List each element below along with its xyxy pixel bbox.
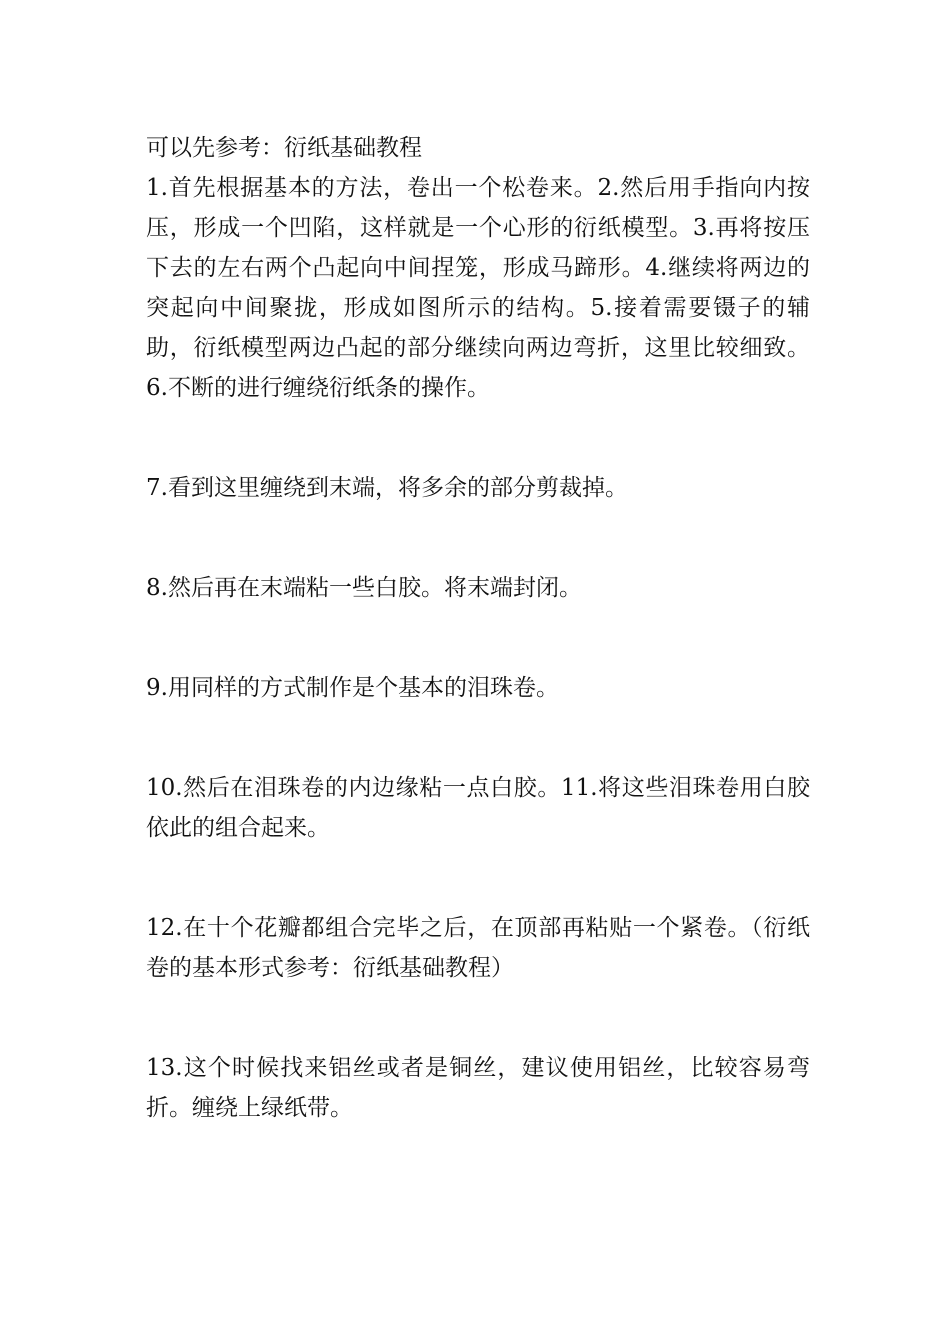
paragraph-gap [146,708,810,768]
paragraph-gap [146,848,810,908]
paragraph-intro: 可以先参考：衍纸基础教程 [146,135,422,161]
paragraph-steps-1-6: 1.首先根据基本的方法，卷出一个松卷来。2.然后用手指向内按压，形成一个凹陷，这样就是一个心形的衍纸模型。3.再将按压下去的左右两个凸起向中间捏笼，形成马蹄形。4.继续将两边的突起向中间聚拢，形成如图所示的结构。5.接着需要镊子的辅助，衍纸模型两边凸起的部分继续向两边弯折，这里比较细致。6.不断的进行缠绕衍纸条的操作。 [146,175,810,401]
paragraph-gap [146,608,810,668]
paragraph-step-7: 7.看到这里缠绕到末端，将多余的部分剪裁掉。 [146,475,628,501]
paragraph-step-13: 13.这个时候找来铝丝或者是铜丝，建议使用铝丝，比较容易弯折。缠绕上绿纸带。 [146,1055,810,1121]
paragraph-gap [146,508,810,568]
paragraph-gap [146,988,810,1048]
paragraph-step-9: 9.用同样的方式制作是个基本的泪珠卷。 [146,675,559,701]
paragraph-steps-10-11: 10.然后在泪珠卷的内边缘粘一点白胶。11.将这些泪珠卷用白胶依此的组合起来。 [146,775,810,841]
paragraph-step-8: 8.然后再在末端粘一些白胶。将末端封闭。 [146,575,582,601]
paragraph-step-12: 12.在十个花瓣都组合完毕之后，在顶部再粘贴一个紧卷。（衍纸卷的基本形式参考：衍纸基础教程） [146,915,810,981]
document-body [146,128,810,1128]
paragraph-gap [146,408,810,468]
